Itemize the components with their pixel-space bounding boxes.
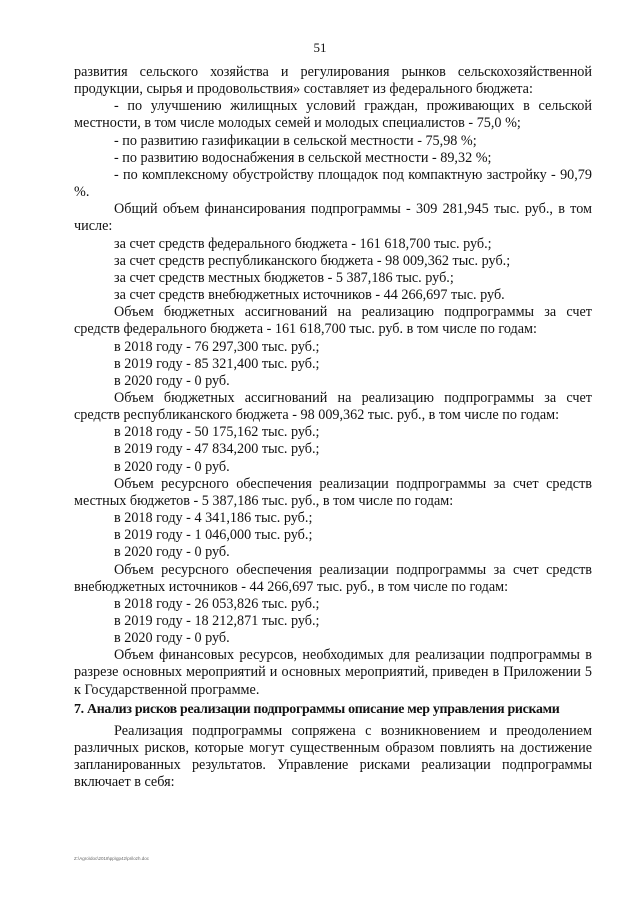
paragraph: за счет средств федерального бюджета - 161 618,700 тыс. руб.;: [114, 235, 492, 252]
paragraph: в 2020 году - 0 руб.: [114, 458, 230, 475]
paragraph: Объем финансовых ресурсов, необходимых для реализации подпрограммы в разрезе основных мероприятий и основных мероприятий, приведен в Приложении 5 к Государственной программе.: [74, 647, 592, 698]
paragraph: Объем бюджетных ассигнований на реализацию подпрограммы за счет средств республиканского бюджета - 98 009,362 тыс. руб., в том числе по годам:: [74, 389, 592, 424]
paragraph: в 2018 году - 76 297,300 тыс. руб.;: [114, 338, 320, 355]
paragraph: Объем ресурсного обеспечения реализации подпрограммы за счет средств местных бюджетов - 5 387,186 тыс. руб., в том числе по годам:: [74, 475, 592, 509]
paragraph: в 2019 году - 18 212,871 тыс. руб.;: [114, 613, 320, 629]
paragraph: в 2019 году - 1 046,000 тыс. руб.;: [114, 527, 313, 544]
paragraph: Объем бюджетных ассигнований на реализацию подпрограммы за счет средств федерального бюджета - 161 618,700 тыс. руб. в том числе по годам:: [74, 304, 592, 338]
paragraph: за счет средств республиканского бюджета - 98 009,362 тыс. руб.;: [114, 252, 511, 269]
section-heading: 7. Анализ рисков реализации подпрограммы описание мер управления рисками: [74, 701, 560, 717]
paragraph: в 2018 году - 50 175,162 тыс. руб.;: [114, 424, 320, 441]
paragraph: в 2019 году - 47 834,200 тыс. руб.;: [114, 441, 320, 458]
paragraph: развития сельского хозяйства и регулирования рынков сельскохозяйственной продукции, сырья и продовольствия» составляет из федерального бюджета:: [74, 64, 592, 98]
paragraphs-section: [74, 64, 592, 699]
paragraph: Общий объем финансирования подпрограммы - 309 281,945 тыс. руб., в том числе:: [74, 201, 592, 235]
document-body: [74, 64, 592, 792]
paragraph: Реализация подпрограммы сопряжена с возникновением и преодолением различных рисков, которые могут существенным образом повлиять на достижение запланированных результатов. Управление рисками реализации подпрограммы включает в себя:: [74, 722, 592, 791]
paragraph: - по улучшению жилищных условий граждан, проживающих в сельской местности, в том числе молодых семей и молодых специалистов - 75,0 %;: [74, 98, 592, 132]
paragraph: за счет средств местных бюджетов - 5 387,186 тыс. руб.;: [114, 269, 454, 286]
paragraph: - по развитию водоснабжения в сельской местности - 89,32 %;: [114, 149, 492, 166]
paragraph: в 2019 году - 85 321,400 тыс. руб.;: [114, 355, 320, 372]
paragraph: в 2020 году - 0 руб.: [114, 544, 230, 561]
paragraph: в 2020 году - 0 руб.: [114, 630, 230, 647]
paragraph: Объем ресурсного обеспечения реализации подпрограммы за счет средств внебюджетных источников - 44 266,697 тыс. руб., в том числе по годам:: [74, 561, 592, 595]
paragraph: в 2018 году - 4 341,186 тыс. руб.;: [114, 510, 313, 527]
paragraph: - по комплексному обустройству площадок под компактную застройку - 90,79 %.: [74, 166, 592, 201]
page-number: 51: [313, 40, 327, 55]
file-path-footer: Z:\Agro\doc\2018\pp\gp42\prilozh.doc: [74, 856, 150, 861]
paragraph: в 2020 году - 0 руб.: [114, 372, 230, 389]
paragraph: за счет средств внебюджетных источников - 44 266,697 тыс. руб.: [114, 287, 505, 304]
paragraph: - по развитию газификации в сельской местности - 75,98 %;: [114, 132, 477, 149]
paragraphs-section-risks: [74, 723, 592, 792]
paragraph: в 2018 году - 26 053,826 тыс. руб.;: [114, 595, 320, 612]
